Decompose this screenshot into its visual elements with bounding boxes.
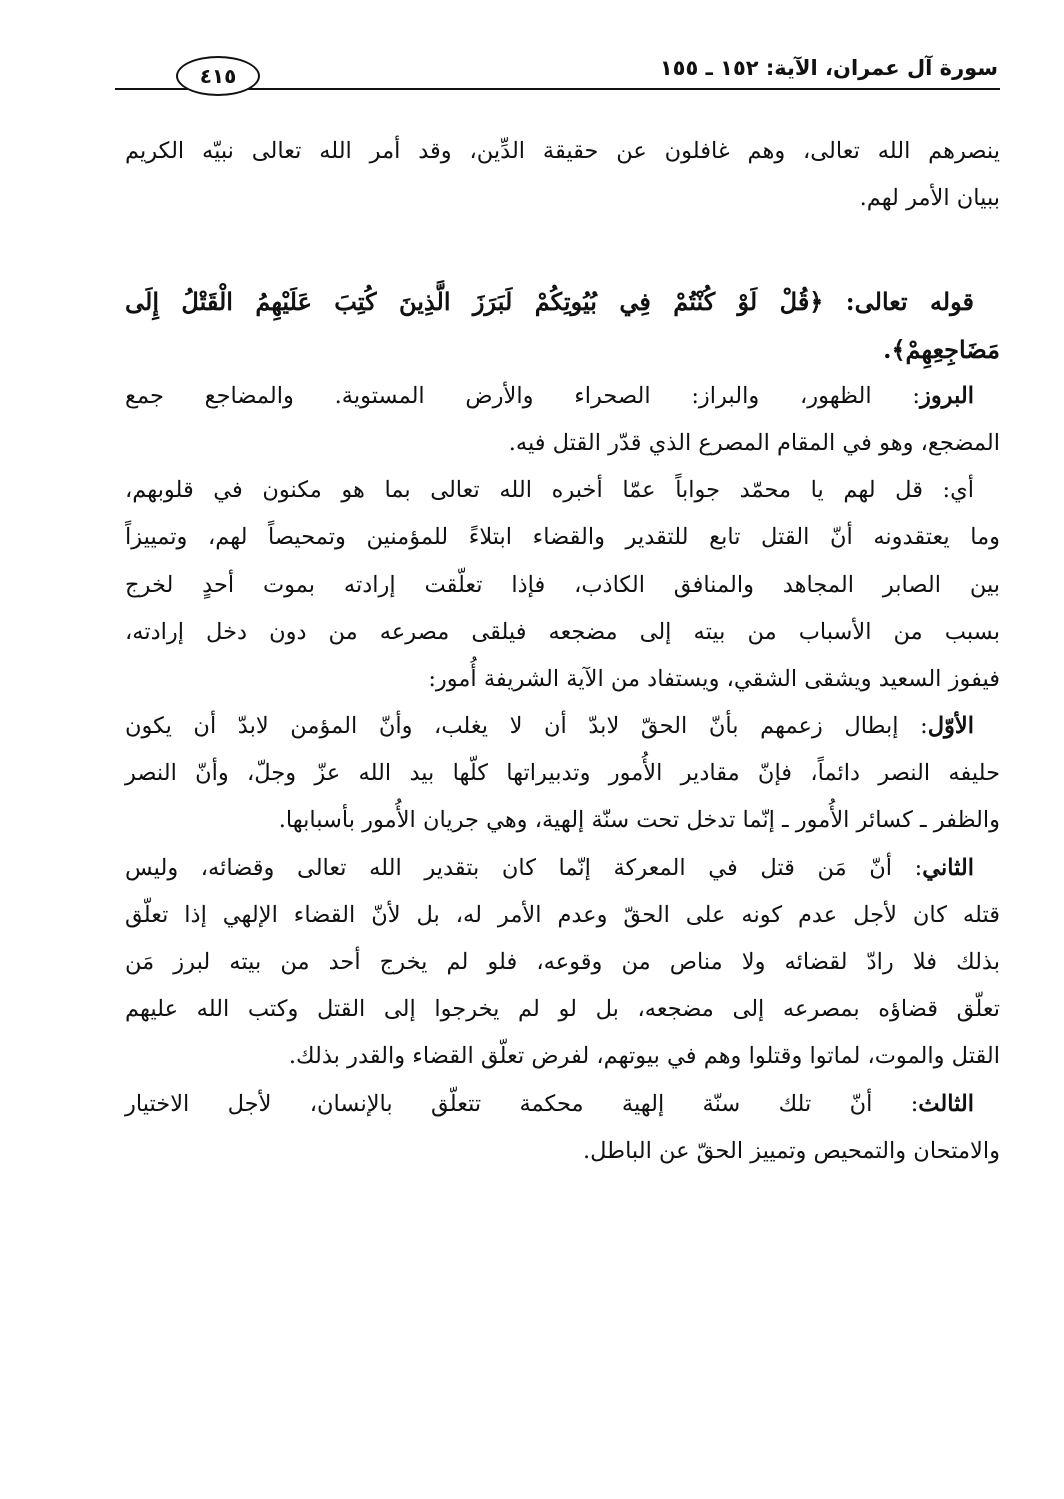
text-line <box>125 1128 1000 1175</box>
text-line <box>125 467 1000 514</box>
line-text: وما يعتقدونه أنّ القتل تابع للتقدير والقضاء ابتلاءً للمؤمنين وتمحيصاً لهم، وتمييزاً <box>125 524 1000 551</box>
verse-line <box>125 326 1000 373</box>
text-line <box>125 845 1000 892</box>
line-text: القتل والموت، لماتوا وقتلوا وهم في بيوتهم، لفرض تعلّق القضاء والقدر بذلك. <box>288 1043 1000 1070</box>
line-text: أي: قل لهم يا محمّد جواباً عمّا أخبره الله تعالى بما هو مكنون في قلوبهم، <box>125 477 974 504</box>
line-text: بذلك فلا رادّ لقضائه ولا مناص من وقوعه، فلو لم يخرج أحد من بيته لبرز مَن <box>125 949 1000 975</box>
text-line <box>125 892 1000 939</box>
line-text: مَضَاجِعِهِمْ﴾. <box>883 334 1000 364</box>
point-heading: الأوّل <box>927 713 974 740</box>
line-text: ينصرهم الله تعالى، وهم غافلون عن حقيقة الدِّين، وقد أمر الله تعالى نبيّه الكريم <box>125 138 1000 164</box>
line-text: تعلّق قضاؤه بمصرعه إلى مضجعه، بل لو لم يخرجوا إلى القتل وكتب الله عليهم <box>125 996 1000 1023</box>
line-text: : أنّ تلك سنّة إلهية محكمة تتعلّق بالإنسان، لأجل الاختيار <box>125 1090 919 1117</box>
line-text: المضجع، وهو في المقام المصرع الذي قدّر القتل فيه. <box>508 429 1000 456</box>
line-text: بسبب من الأسباب من بيته إلى مضجعه فيلقى مصرعه من دون دخل إرادته، <box>125 618 1000 645</box>
text-line <box>125 656 1000 703</box>
line-text: والامتحان والتمحيص وتمييز الحقّ عن الباطل. <box>582 1137 1000 1164</box>
line-text: فيفوز السعيد ويشقى الشقي، ويستفاد من الآية الشريفة أُمور: <box>428 665 1000 692</box>
text-line <box>125 420 1000 467</box>
line-text: قتله كان لأجل عدم كونه على الحقّ وعدم الأمر له، بل لأنّ القضاء الإلهي إذا تعلّق <box>125 901 1000 928</box>
text-line <box>125 750 1000 797</box>
line-text: قوله تعالى: ﴿قُلْ لَوْ كُنْتُمْ فِي بُيُوتِكُمْ لَبَرَزَ الَّذِينَ كُتِبَ عَلَيْهِمُ الْقَتْلُ إِلَى <box>125 287 974 317</box>
running-header-title: سورة آل عمران، الآية: ١٥٢ ـ ١٥٥ <box>659 56 998 80</box>
text-line <box>125 1081 1000 1128</box>
line-text: والظفر ـ كسائر الأُمور ـ إنّما تدخل تحت سنّة إلهية، وهي جريان الأُمور بأسبابها. <box>278 807 1000 834</box>
line-text: حليفه النصر دائماً، فإنّ مقادير الأُمور وتدبيراتها كلّها بيد الله عزّ وجلّ، وأنّ النصر <box>125 760 1000 787</box>
body-text <box>125 128 1000 1175</box>
text-line <box>125 175 1000 222</box>
text-line <box>125 939 1000 986</box>
line-text: : أنّ مَن قتل في المعركة إنّما كان بتقدير الله تعالى وقضائه، وليس <box>125 854 923 881</box>
text-line <box>125 373 1000 420</box>
text-line <box>125 797 1000 844</box>
text-line <box>125 128 1000 175</box>
page-number: ٤١٥ <box>176 56 260 96</box>
point-heading: الثاني <box>922 854 974 881</box>
verse-line <box>125 278 1000 325</box>
line-text: بين الصابر المجاهد والمنافق الكاذب، فإذا تعلّقت إرادته بموت أحدٍ لخرج <box>125 571 1000 598</box>
line-text: : إبطال زعمهم بأنّ الحقّ لابدّ أن لا يغلب، وأنّ المؤمن لابدّ أن يكون <box>125 713 928 740</box>
line-text: : الظهور، والبراز: الصحراء والأرض المستوية. والمضاجع جمع <box>125 382 920 409</box>
term-heading: البروز <box>919 382 974 409</box>
text-line <box>125 986 1000 1033</box>
point-heading: الثالث <box>918 1090 974 1117</box>
text-line <box>125 562 1000 609</box>
text-line <box>125 609 1000 656</box>
line-text: ببيان الأمر لهم. <box>859 185 1000 212</box>
text-line <box>125 1033 1000 1080</box>
text-line <box>125 703 1000 750</box>
text-line <box>125 514 1000 561</box>
